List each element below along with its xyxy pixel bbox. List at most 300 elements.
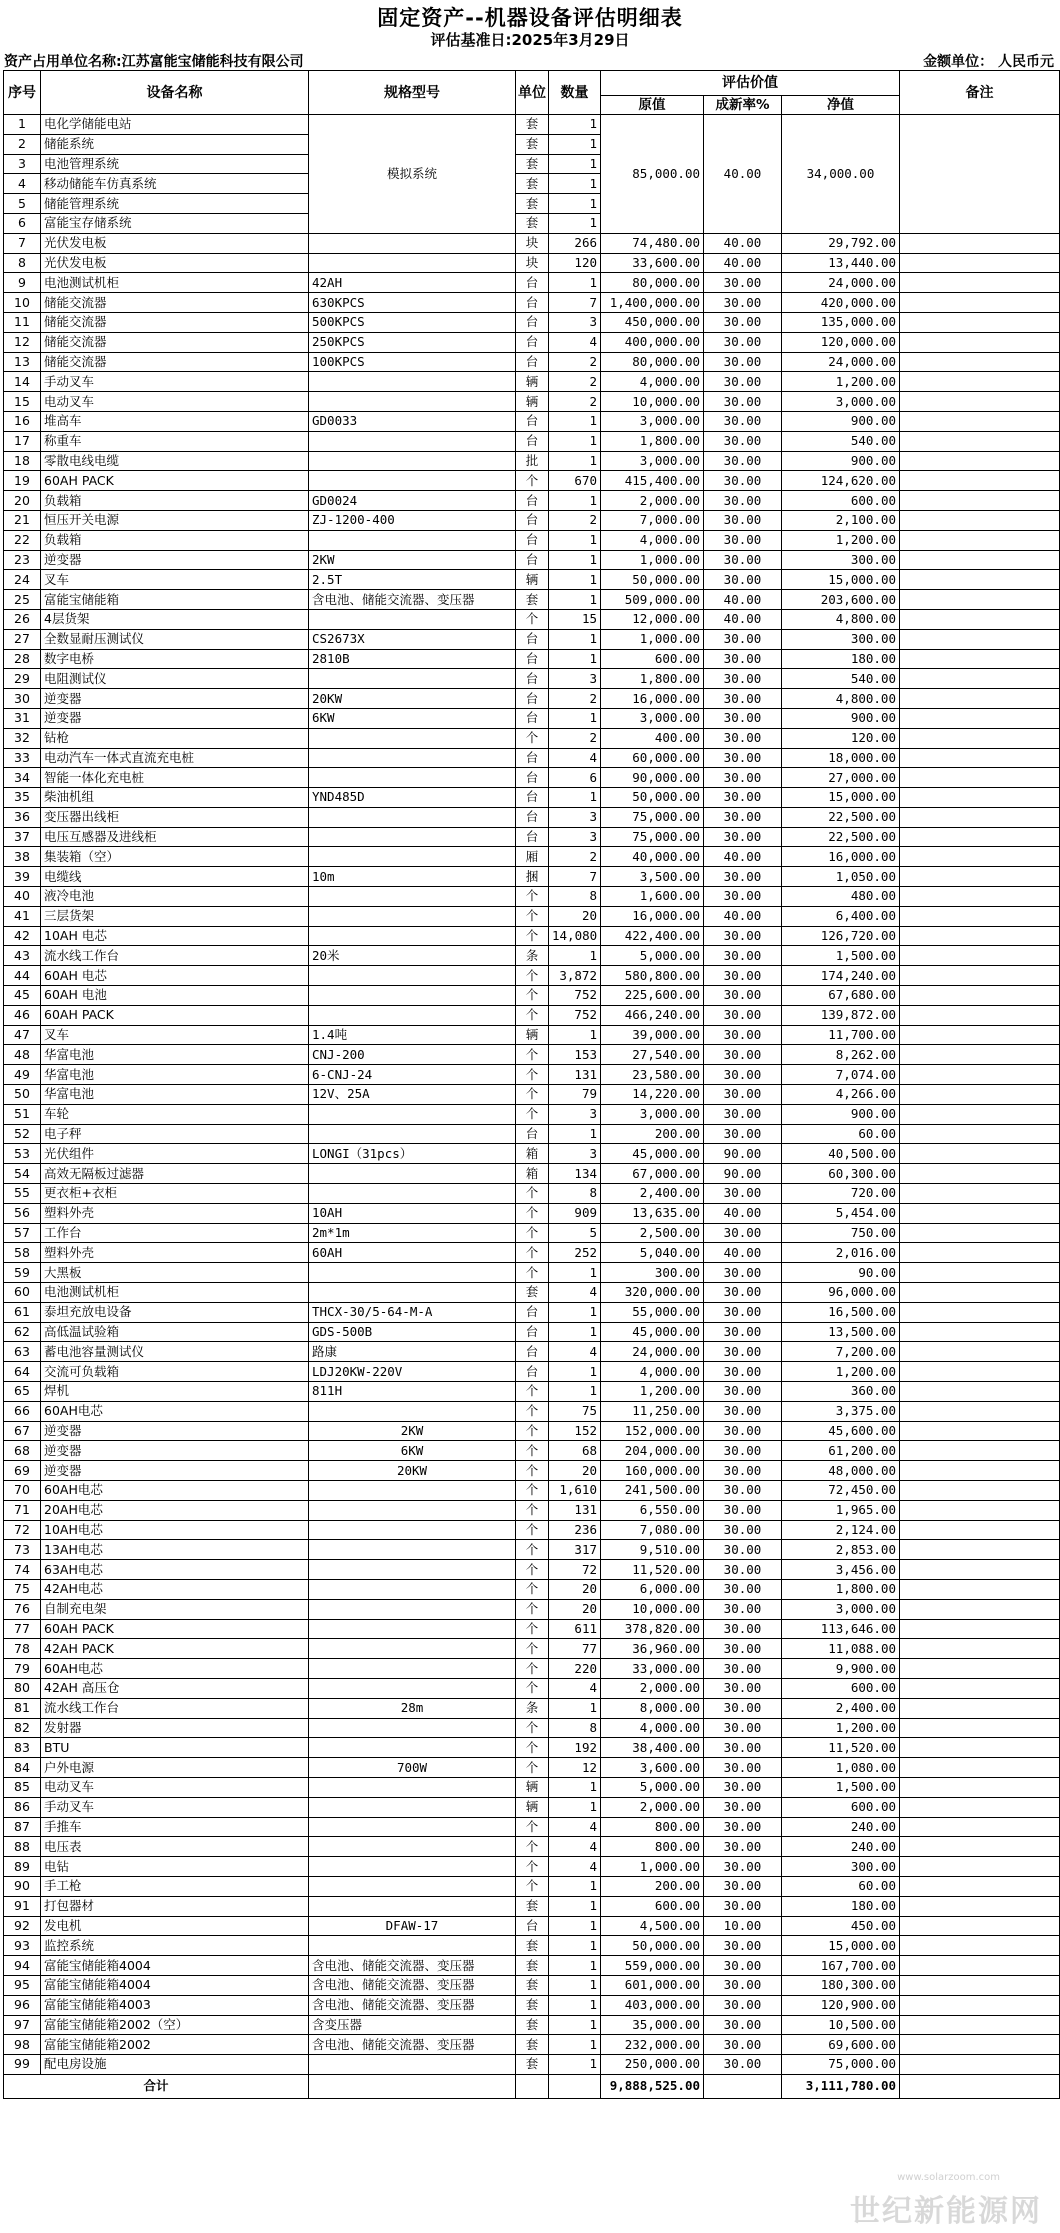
row-seq: 86	[4, 1797, 41, 1817]
row-qty: 1	[549, 1797, 601, 1817]
row-qty: 8	[549, 1184, 601, 1204]
row-net: 300.00	[782, 550, 900, 570]
row-net: 3,000.00	[782, 392, 900, 412]
row-name: 手推车	[41, 1817, 309, 1837]
row-name: 20AH电芯	[41, 1500, 309, 1520]
row-qty: 1	[549, 1302, 601, 1322]
row-name: 逆变器	[41, 708, 309, 728]
row-orig: 241,500.00	[601, 1480, 704, 1500]
row-seq: 2	[4, 134, 41, 154]
row-unit: 台	[516, 312, 549, 332]
row-name: 逆变器	[41, 689, 309, 709]
row-unit: 个	[516, 471, 549, 491]
row-orig: 4,000.00	[601, 1718, 704, 1738]
row-qty: 153	[549, 1045, 601, 1065]
row-seq: 95	[4, 1975, 41, 1995]
row-orig: 85,000.00	[601, 115, 704, 234]
row-unit: 台	[516, 510, 549, 530]
valuation-date: 评估基准日:2025年3月29日	[430, 31, 630, 49]
row-orig: 23,580.00	[601, 1065, 704, 1085]
row-remark	[900, 431, 1060, 451]
row-orig: 6,550.00	[601, 1500, 704, 1520]
row-rate: 40.00	[704, 847, 782, 867]
row-net: 180.00	[782, 1896, 900, 1916]
row-net: 24,000.00	[782, 273, 900, 293]
row-name: 交流可负载箱	[41, 1362, 309, 1382]
row-spec: 60AH	[309, 1243, 516, 1263]
table-row	[4, 1797, 1060, 1817]
row-spec	[309, 1480, 516, 1500]
row-remark	[900, 1599, 1060, 1619]
row-unit: 个	[516, 1441, 549, 1461]
row-net: 15,000.00	[782, 570, 900, 590]
row-net: 300.00	[782, 1857, 900, 1877]
row-net: 96,000.00	[782, 1283, 900, 1303]
row-rate: 30.00	[704, 1401, 782, 1421]
table-row	[4, 510, 1060, 530]
row-spec	[309, 1797, 516, 1817]
row-seq: 85	[4, 1777, 41, 1797]
table-row	[4, 847, 1060, 867]
row-unit: 台	[516, 788, 549, 808]
row-seq: 69	[4, 1461, 41, 1481]
row-unit: 个	[516, 1223, 549, 1243]
table-row	[4, 966, 1060, 986]
row-name: 光伏发电板	[41, 253, 309, 273]
row-orig: 11,520.00	[601, 1560, 704, 1580]
row-spec	[309, 906, 516, 926]
row-orig: 1,000.00	[601, 550, 704, 570]
row-rate: 30.00	[704, 411, 782, 431]
row-orig: 67,000.00	[601, 1164, 704, 1184]
page-title: 固定资产--机器设备评估明细表	[377, 6, 683, 30]
row-remark	[900, 1302, 1060, 1322]
row-net: 1,200.00	[782, 372, 900, 392]
row-rate: 30.00	[704, 1520, 782, 1540]
row-rate: 30.00	[704, 273, 782, 293]
row-spec: 100KPCS	[309, 352, 516, 372]
row-seq: 93	[4, 1936, 41, 1956]
row-remark	[900, 1223, 1060, 1243]
row-seq: 48	[4, 1045, 41, 1065]
row-qty: 3,872	[549, 966, 601, 986]
row-unit: 个	[516, 1104, 549, 1124]
row-remark	[900, 748, 1060, 768]
table-row	[4, 1599, 1060, 1619]
table-row	[4, 1758, 1060, 1778]
row-name: 变压器出线柜	[41, 807, 309, 827]
table-row	[4, 2055, 1060, 2075]
table-row	[4, 1975, 1060, 1995]
row-remark	[900, 986, 1060, 1006]
table-row	[4, 1223, 1060, 1243]
row-name: 焊机	[41, 1382, 309, 1402]
table-row	[4, 1500, 1060, 1520]
table-row	[4, 1659, 1060, 1679]
watermark-small: www.solarzoom.com	[897, 2172, 1000, 2183]
row-name: 大黑板	[41, 1263, 309, 1283]
row-rate: 30.00	[704, 768, 782, 788]
row-seq: 3	[4, 154, 41, 174]
row-remark	[900, 1243, 1060, 1263]
row-qty: 192	[549, 1738, 601, 1758]
row-orig: 10,000.00	[601, 392, 704, 412]
table-row	[4, 1619, 1060, 1639]
row-orig: 14,220.00	[601, 1085, 704, 1105]
row-net: 1,800.00	[782, 1579, 900, 1599]
table-row	[4, 827, 1060, 847]
row-unit: 个	[516, 728, 549, 748]
row-name: 电钻	[41, 1857, 309, 1877]
row-rate: 30.00	[704, 1045, 782, 1065]
row-remark	[900, 1896, 1060, 1916]
row-qty: 1	[549, 550, 601, 570]
row-seq: 34	[4, 768, 41, 788]
row-remark	[900, 1500, 1060, 1520]
row-seq: 81	[4, 1698, 41, 1718]
table-row	[4, 2015, 1060, 2035]
table-row	[4, 1718, 1060, 1738]
row-seq: 13	[4, 352, 41, 372]
row-rate: 30.00	[704, 1421, 782, 1441]
row-qty: 6	[549, 768, 601, 788]
row-seq: 46	[4, 1005, 41, 1025]
row-net: 61,200.00	[782, 1441, 900, 1461]
row-net: 124,620.00	[782, 471, 900, 491]
row-orig: 10,000.00	[601, 1599, 704, 1619]
table-row	[4, 986, 1060, 1006]
row-seq: 94	[4, 1956, 41, 1976]
row-orig: 50,000.00	[601, 570, 704, 590]
row-net: 1,080.00	[782, 1758, 900, 1778]
row-spec: 路康	[309, 1342, 516, 1362]
row-net: 126,720.00	[782, 926, 900, 946]
row-orig: 4,500.00	[601, 1916, 704, 1936]
row-spec	[309, 392, 516, 412]
row-seq: 78	[4, 1639, 41, 1659]
row-unit: 个	[516, 1540, 549, 1560]
row-unit: 条	[516, 946, 549, 966]
row-spec: CNJ-200	[309, 1045, 516, 1065]
table-row	[4, 1065, 1060, 1085]
row-name: 电池管理系统	[41, 154, 309, 174]
row-remark	[900, 471, 1060, 491]
row-unit: 个	[516, 1203, 549, 1223]
row-qty: 1	[549, 708, 601, 728]
row-rate: 30.00	[704, 1876, 782, 1896]
row-rate: 30.00	[704, 1480, 782, 1500]
row-orig: 2,000.00	[601, 491, 704, 511]
row-orig: 559,000.00	[601, 1956, 704, 1976]
row-seq: 20	[4, 491, 41, 511]
row-remark	[900, 1164, 1060, 1184]
row-spec	[309, 1896, 516, 1916]
row-spec	[309, 1857, 516, 1877]
row-orig: 50,000.00	[601, 1936, 704, 1956]
header-orig: 原值	[601, 96, 704, 115]
row-spec	[309, 233, 516, 253]
table-row	[4, 1579, 1060, 1599]
row-name: 储能交流器	[41, 352, 309, 372]
row-orig: 1,000.00	[601, 1857, 704, 1877]
row-name: 富能宝储能箱4004	[41, 1956, 309, 1976]
row-qty: 4	[549, 1857, 601, 1877]
row-rate: 30.00	[704, 728, 782, 748]
row-seq: 4	[4, 174, 41, 194]
row-name: 光伏组件	[41, 1144, 309, 1164]
row-spec	[309, 1659, 516, 1679]
row-unit: 台	[516, 1302, 549, 1322]
row-net: 7,200.00	[782, 1342, 900, 1362]
row-seq: 21	[4, 510, 41, 530]
row-remark	[900, 2035, 1060, 2055]
header-seq: 序号	[4, 71, 41, 115]
row-rate: 30.00	[704, 1302, 782, 1322]
table-row	[4, 1461, 1060, 1481]
row-unit: 台	[516, 1124, 549, 1144]
row-seq: 65	[4, 1382, 41, 1402]
row-qty: 2	[549, 689, 601, 709]
row-net: 13,440.00	[782, 253, 900, 273]
row-remark	[900, 1797, 1060, 1817]
row-orig: 509,000.00	[601, 590, 704, 610]
row-remark	[900, 728, 1060, 748]
row-name: 富能宝储能箱2002（空）	[41, 2015, 309, 2035]
row-orig: 403,000.00	[601, 1995, 704, 2015]
row-unit: 个	[516, 609, 549, 629]
table-row	[4, 1085, 1060, 1105]
row-unit: 台	[516, 491, 549, 511]
row-rate: 30.00	[704, 332, 782, 352]
row-spec: 1.4吨	[309, 1025, 516, 1045]
header-unit: 单位	[516, 71, 549, 115]
table-row	[4, 1045, 1060, 1065]
row-name: 发射器	[41, 1718, 309, 1738]
row-net: 15,000.00	[782, 1936, 900, 1956]
row-net: 600.00	[782, 491, 900, 511]
row-qty: 3	[549, 1144, 601, 1164]
row-spec: GDS-500B	[309, 1322, 516, 1342]
row-net: 29,792.00	[782, 233, 900, 253]
row-name: 4层货架	[41, 609, 309, 629]
row-spec: 10m	[309, 867, 516, 887]
row-net: 6,400.00	[782, 906, 900, 926]
table-row	[4, 372, 1060, 392]
table-row	[4, 1837, 1060, 1857]
row-unit: 台	[516, 1916, 549, 1936]
row-unit: 个	[516, 1500, 549, 1520]
row-name: 负载箱	[41, 530, 309, 550]
row-unit: 辆	[516, 372, 549, 392]
table-row	[4, 451, 1060, 471]
row-rate: 30.00	[704, 1184, 782, 1204]
row-net: 167,700.00	[782, 1956, 900, 1976]
row-spec: 含电池、储能交流器、变压器	[309, 1975, 516, 1995]
row-seq: 10	[4, 293, 41, 313]
row-seq: 17	[4, 431, 41, 451]
row-unit: 台	[516, 827, 549, 847]
row-rate: 30.00	[704, 570, 782, 590]
row-spec: CS2673X	[309, 629, 516, 649]
row-seq: 31	[4, 708, 41, 728]
row-name: 户外电源	[41, 1758, 309, 1778]
row-net: 1,500.00	[782, 1777, 900, 1797]
row-qty: 752	[549, 1005, 601, 1025]
row-qty: 1	[549, 213, 601, 233]
row-qty: 1	[549, 1916, 601, 1936]
table-row	[4, 1480, 1060, 1500]
row-net: 15,000.00	[782, 788, 900, 808]
row-name: 富能宝存储系统	[41, 213, 309, 233]
row-spec: 500KPCS	[309, 312, 516, 332]
row-orig: 378,820.00	[601, 1619, 704, 1639]
row-qty: 1	[549, 1263, 601, 1283]
row-remark	[900, 1639, 1060, 1659]
row-rate: 30.00	[704, 1956, 782, 1976]
row-unit: 块	[516, 233, 549, 253]
row-seq: 80	[4, 1678, 41, 1698]
row-remark	[900, 2015, 1060, 2035]
row-seq: 28	[4, 649, 41, 669]
row-unit: 套	[516, 134, 549, 154]
row-unit: 块	[516, 253, 549, 273]
row-remark	[900, 906, 1060, 926]
row-net: 2,853.00	[782, 1540, 900, 1560]
row-spec	[309, 807, 516, 827]
row-orig: 39,000.00	[601, 1025, 704, 1045]
row-rate: 40.00	[704, 233, 782, 253]
row-unit: 个	[516, 1639, 549, 1659]
row-seq: 79	[4, 1659, 41, 1679]
total-unit	[516, 2074, 549, 2098]
row-seq: 41	[4, 906, 41, 926]
row-spec	[309, 1579, 516, 1599]
table-row	[4, 1639, 1060, 1659]
row-unit: 个	[516, 1401, 549, 1421]
row-remark	[900, 1085, 1060, 1105]
row-net: 8,262.00	[782, 1045, 900, 1065]
row-remark	[900, 1461, 1060, 1481]
row-seq: 98	[4, 2035, 41, 2055]
row-rate: 30.00	[704, 1797, 782, 1817]
row-spec: 6KW	[309, 708, 516, 728]
row-unit: 台	[516, 411, 549, 431]
row-qty: 1	[549, 1362, 601, 1382]
row-seq: 97	[4, 2015, 41, 2035]
row-orig: 400.00	[601, 728, 704, 748]
row-name: 手工枪	[41, 1876, 309, 1896]
row-net: 69,600.00	[782, 2035, 900, 2055]
table-row	[4, 609, 1060, 629]
row-qty: 1	[549, 174, 601, 194]
row-rate: 30.00	[704, 1995, 782, 2015]
total-orig: 9,888,525.00	[601, 2074, 704, 2098]
row-orig: 35,000.00	[601, 2015, 704, 2035]
row-remark	[900, 1184, 1060, 1204]
row-unit: 台	[516, 1342, 549, 1362]
row-spec	[309, 1639, 516, 1659]
row-remark	[900, 788, 1060, 808]
row-orig: 90,000.00	[601, 768, 704, 788]
row-net: 900.00	[782, 1104, 900, 1124]
row-seq: 22	[4, 530, 41, 550]
row-rate: 30.00	[704, 293, 782, 313]
row-net: 1,965.00	[782, 1500, 900, 1520]
row-unit: 个	[516, 1421, 549, 1441]
row-name: 60AH PACK	[41, 1619, 309, 1639]
row-seq: 89	[4, 1857, 41, 1877]
row-seq: 47	[4, 1025, 41, 1045]
row-remark	[900, 1263, 1060, 1283]
row-remark	[900, 332, 1060, 352]
row-net: 60.00	[782, 1876, 900, 1896]
row-spec	[309, 2055, 516, 2075]
row-qty: 8	[549, 1718, 601, 1738]
row-net: 75,000.00	[782, 2055, 900, 2075]
row-seq: 92	[4, 1916, 41, 1936]
row-unit: 个	[516, 1184, 549, 1204]
row-unit: 台	[516, 768, 549, 788]
row-rate: 40.00	[704, 1203, 782, 1223]
row-net: 600.00	[782, 1678, 900, 1698]
row-unit: 个	[516, 1065, 549, 1085]
row-qty: 1	[549, 1124, 601, 1144]
table-row	[4, 926, 1060, 946]
row-rate: 40.00	[704, 609, 782, 629]
row-orig: 1,800.00	[601, 669, 704, 689]
row-orig: 12,000.00	[601, 609, 704, 629]
row-orig: 8,000.00	[601, 1698, 704, 1718]
row-qty: 75	[549, 1401, 601, 1421]
row-qty: 4	[549, 1817, 601, 1837]
row-orig: 200.00	[601, 1124, 704, 1144]
row-qty: 3	[549, 312, 601, 332]
row-spec	[309, 253, 516, 273]
row-remark	[900, 1540, 1060, 1560]
row-rate: 40.00	[704, 253, 782, 273]
row-name: 富能宝储能箱2002	[41, 2035, 309, 2055]
row-orig: 40,000.00	[601, 847, 704, 867]
row-unit: 台	[516, 649, 549, 669]
row-orig: 60,000.00	[601, 748, 704, 768]
row-spec	[309, 451, 516, 471]
row-qty: 1	[549, 946, 601, 966]
table-row	[4, 352, 1060, 372]
row-spec	[309, 1283, 516, 1303]
row-spec: 250KPCS	[309, 332, 516, 352]
row-seq: 30	[4, 689, 41, 709]
row-spec	[309, 1718, 516, 1738]
row-orig: 422,400.00	[601, 926, 704, 946]
row-unit: 个	[516, 1817, 549, 1837]
row-name: 高效无隔板过滤器	[41, 1164, 309, 1184]
row-orig: 3,000.00	[601, 451, 704, 471]
row-rate: 90.00	[704, 1144, 782, 1164]
row-qty: 1	[549, 1777, 601, 1797]
row-name: 富能宝储能箱4003	[41, 1995, 309, 2015]
row-net: 240.00	[782, 1817, 900, 1837]
row-seq: 45	[4, 986, 41, 1006]
row-spec: DFAW-17	[309, 1916, 516, 1936]
row-net: 180,300.00	[782, 1975, 900, 1995]
row-net: 40,500.00	[782, 1144, 900, 1164]
row-orig: 204,000.00	[601, 1441, 704, 1461]
row-qty: 2	[549, 728, 601, 748]
row-rate: 30.00	[704, 372, 782, 392]
row-remark	[900, 689, 1060, 709]
row-orig: 80,000.00	[601, 273, 704, 293]
row-rate: 30.00	[704, 1461, 782, 1481]
